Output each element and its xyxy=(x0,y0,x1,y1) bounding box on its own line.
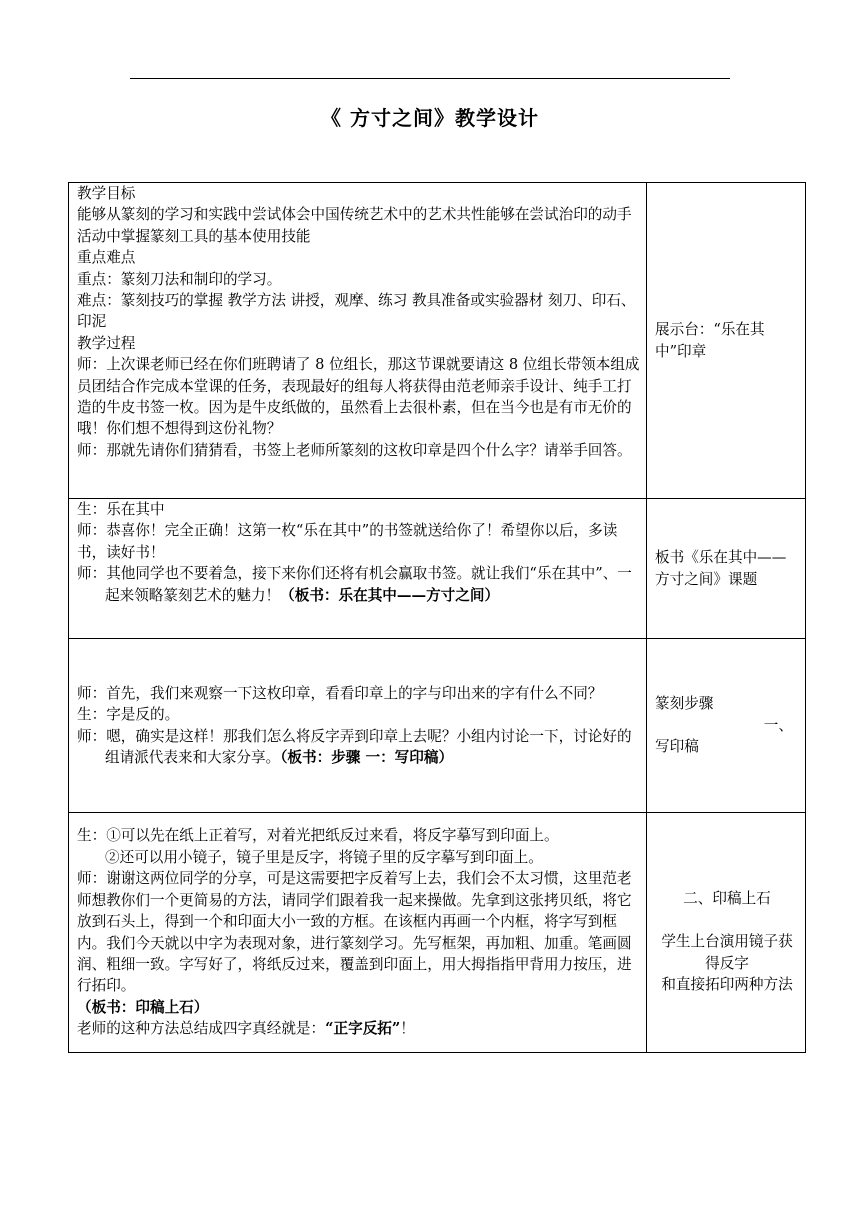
main-cell xyxy=(69,639,647,813)
text-line: 生：①可以先在纸上正着写，对着光把纸反过来看，将反字摹写到印面上。 xyxy=(77,827,559,845)
main-cell xyxy=(69,183,647,499)
text-line: 师：那就先请你们猜猜看，书签上老师所篆刻的这枚印章是四个什么字？请举手回答。 xyxy=(77,441,632,459)
text-line xyxy=(77,726,640,769)
key-phrase: “正字反拓” xyxy=(325,1020,401,1038)
board-note: （板书：步骤 一：写印稿） xyxy=(280,748,454,766)
text-span: 师：其他同学也不要着急，接下来你们还将有机会赢取书签。就让我们“乐在其中”、一起来领略篆刻艺术的魅力！ xyxy=(77,565,632,604)
side-note: 板书《乐在其中——方寸之间》课题 xyxy=(655,549,787,588)
text-line: 师：恭喜你！完全正确！这第一枚“乐在其中”的书签就送给你了！希望你以后，多读书，读好书！ xyxy=(77,522,618,561)
table-row xyxy=(69,639,806,813)
text-line: 生：乐在其中 xyxy=(77,501,165,518)
main-cell xyxy=(69,813,647,1053)
main-cell xyxy=(69,499,647,639)
board-note: （板书：印稿上石） xyxy=(77,998,209,1016)
text-line: 能够从篆刻的学习和实践中尝试体会中国传统艺术中的艺术共性能够在尝试治印的动手活动中掌握篆刻工具的基本使用技能 xyxy=(77,206,632,245)
side-note: 篆刻步骤 xyxy=(655,695,714,713)
side-cell xyxy=(647,499,806,639)
header-rule xyxy=(130,78,730,79)
side-cell xyxy=(647,813,806,1053)
side-note: 一、 xyxy=(763,716,793,734)
board-note: （板书：乐在其中——方寸之间） xyxy=(280,586,500,604)
text-span: 师：嗯，确实是这样！那我们怎么将反字弄到印章上去呢？小组内讨论一下，讨论好的组请派代表来和大家分享。 xyxy=(77,727,632,766)
text-line: 师：谢谢这两位同学的分享，可是这需要把字反着写上去，我们会不太习惯，这里范老师想教你们一个更简易的方法，请同学们跟着我一起来操做。先拿到这张拷贝纸，将它放到石头上，得到一个和印面大小一致的方框。在该框内再画一个内框，将字写到框内。我们今天就以中字为表现对象，进行篆刻学习。先写框架，再加粗、加重。笔画圆润、粗细一致。字写好了，将纸反过来，覆盖到印面上，用大拇指指甲背用力按压，进行拓印。 xyxy=(77,870,632,995)
text-line: 难点：篆刻技巧的掌握 教学方法 讲授，观摩、练习 教具准备或实验器材 刻刀、印石、印泥 xyxy=(77,292,636,331)
text-line: 重点难点 xyxy=(77,249,136,267)
text-line: 教学目标 xyxy=(77,185,136,202)
text-line: 教学过程 xyxy=(77,334,136,352)
text-line xyxy=(77,1018,640,1039)
page-title: 《 方寸之间》教学设计 xyxy=(321,106,539,130)
text-line: 生：字是反的。 xyxy=(77,706,180,724)
text-line: ②还可以用小镜子，镜子里是反字，将镜子里的反字摹写到印面上。 xyxy=(105,848,543,866)
text-span: 老师的这种方法总结成四字真经就是： xyxy=(77,1020,326,1038)
lesson-table xyxy=(68,182,806,1053)
side-note: 写印稿 xyxy=(655,738,699,756)
table-row xyxy=(69,183,806,499)
text-line: 师：首先，我们来观察一下这枚印章，看看印章上的字与印出来的字有什么不同？ xyxy=(77,684,603,702)
side-cell xyxy=(647,183,806,499)
table-row xyxy=(69,813,806,1053)
side-note: 展示台：“乐在其中”印章 xyxy=(655,321,765,360)
table-row xyxy=(69,499,806,639)
text-line xyxy=(77,563,640,606)
text-line: 师：上次课老师已经在你们班聘请了 8 位组长，那这节课就要请这 8 位组长带领本组成员团结合作完成本堂课的任务，表现最好的组每人将获得由范老师亲手设计、纯手工打造的牛皮书签一枚。因为是牛皮纸做的，虽然看上去很朴素，但在当今也是有市无价的哦！你们想不想得到这份礼物？ xyxy=(77,356,640,438)
side-note: 学生上台演用镜子获得反字 xyxy=(661,933,793,972)
text-line: 重点：篆刻刀法和制印的学习。 xyxy=(77,270,282,288)
side-cell xyxy=(647,639,806,813)
side-note: 二、印稿上石 xyxy=(683,889,771,907)
text-span: ！ xyxy=(400,1020,415,1038)
side-note: 和直接拓印两种方法 xyxy=(661,975,793,993)
